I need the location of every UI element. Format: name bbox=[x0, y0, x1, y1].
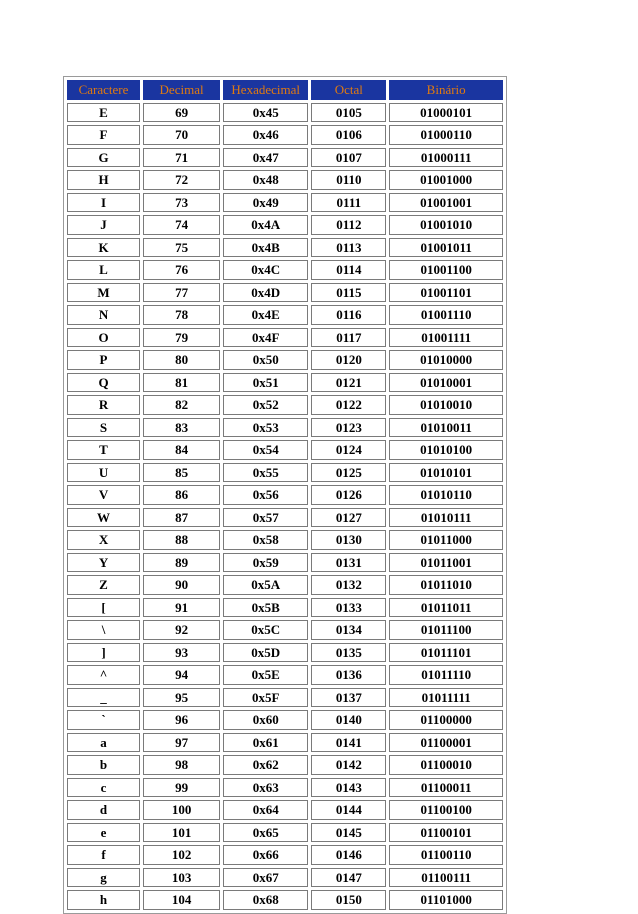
cell-octal: 0132 bbox=[311, 575, 386, 595]
table-row bbox=[67, 778, 503, 798]
cell-caractere: L bbox=[67, 260, 140, 280]
cell-hexadecimal: 0x59 bbox=[223, 553, 308, 573]
cell-caractere: [ bbox=[67, 598, 140, 618]
cell-octal: 0150 bbox=[311, 890, 386, 910]
cell-octal: 0121 bbox=[311, 373, 386, 393]
cell-decimal: 73 bbox=[143, 193, 220, 213]
table-row bbox=[67, 845, 503, 865]
cell-decimal: 87 bbox=[143, 508, 220, 528]
cell-octal: 0125 bbox=[311, 463, 386, 483]
cell-hexadecimal: 0x62 bbox=[223, 755, 308, 775]
cell-decimal: 91 bbox=[143, 598, 220, 618]
cell-hexadecimal: 0x58 bbox=[223, 530, 308, 550]
table-row bbox=[67, 148, 503, 168]
cell-octal: 0114 bbox=[311, 260, 386, 280]
cell-decimal: 93 bbox=[143, 643, 220, 663]
cell-decimal: 96 bbox=[143, 710, 220, 730]
cell-decimal: 71 bbox=[143, 148, 220, 168]
cell-octal: 0107 bbox=[311, 148, 386, 168]
cell-octal: 0122 bbox=[311, 395, 386, 415]
cell-octal: 0145 bbox=[311, 823, 386, 843]
cell-hexadecimal: 0x48 bbox=[223, 170, 308, 190]
cell-hexadecimal: 0x45 bbox=[223, 103, 308, 123]
cell-caractere: ^ bbox=[67, 665, 140, 685]
cell-binario: 01100100 bbox=[389, 800, 503, 820]
table-row bbox=[67, 328, 503, 348]
cell-binario: 01010100 bbox=[389, 440, 503, 460]
cell-hexadecimal: 0x4C bbox=[223, 260, 308, 280]
cell-octal: 0116 bbox=[311, 305, 386, 325]
cell-binario: 01001100 bbox=[389, 260, 503, 280]
cell-binario: 01001011 bbox=[389, 238, 503, 258]
cell-caractere: P bbox=[67, 350, 140, 370]
cell-caractere: E bbox=[67, 103, 140, 123]
table-row bbox=[67, 440, 503, 460]
cell-binario: 01001010 bbox=[389, 215, 503, 235]
table-row bbox=[67, 103, 503, 123]
cell-decimal: 85 bbox=[143, 463, 220, 483]
cell-decimal: 77 bbox=[143, 283, 220, 303]
cell-caractere: U bbox=[67, 463, 140, 483]
cell-octal: 0136 bbox=[311, 665, 386, 685]
cell-binario: 01000101 bbox=[389, 103, 503, 123]
cell-binario: 01011110 bbox=[389, 665, 503, 685]
cell-hexadecimal: 0x47 bbox=[223, 148, 308, 168]
cell-binario: 01001111 bbox=[389, 328, 503, 348]
cell-caractere: d bbox=[67, 800, 140, 820]
cell-octal: 0142 bbox=[311, 755, 386, 775]
header-row bbox=[67, 80, 503, 100]
cell-caractere: O bbox=[67, 328, 140, 348]
cell-decimal: 90 bbox=[143, 575, 220, 595]
cell-caractere: \ bbox=[67, 620, 140, 640]
cell-caractere: X bbox=[67, 530, 140, 550]
cell-octal: 0120 bbox=[311, 350, 386, 370]
table-row bbox=[67, 508, 503, 528]
cell-octal: 0134 bbox=[311, 620, 386, 640]
table-row bbox=[67, 215, 503, 235]
cell-octal: 0133 bbox=[311, 598, 386, 618]
cell-hexadecimal: 0x4D bbox=[223, 283, 308, 303]
cell-octal: 0147 bbox=[311, 868, 386, 888]
cell-decimal: 97 bbox=[143, 733, 220, 753]
cell-octal: 0137 bbox=[311, 688, 386, 708]
cell-octal: 0130 bbox=[311, 530, 386, 550]
table-row bbox=[67, 710, 503, 730]
cell-decimal: 89 bbox=[143, 553, 220, 573]
cell-caractere: _ bbox=[67, 688, 140, 708]
cell-decimal: 75 bbox=[143, 238, 220, 258]
cell-decimal: 72 bbox=[143, 170, 220, 190]
cell-caractere: a bbox=[67, 733, 140, 753]
cell-decimal: 79 bbox=[143, 328, 220, 348]
cell-binario: 01100000 bbox=[389, 710, 503, 730]
cell-octal: 0110 bbox=[311, 170, 386, 190]
cell-decimal: 78 bbox=[143, 305, 220, 325]
cell-octal: 0143 bbox=[311, 778, 386, 798]
cell-caractere: N bbox=[67, 305, 140, 325]
cell-binario: 01011101 bbox=[389, 643, 503, 663]
cell-binario: 01001101 bbox=[389, 283, 503, 303]
cell-octal: 0131 bbox=[311, 553, 386, 573]
cell-binario: 01101000 bbox=[389, 890, 503, 910]
cell-decimal: 102 bbox=[143, 845, 220, 865]
table-row bbox=[67, 395, 503, 415]
cell-caractere: V bbox=[67, 485, 140, 505]
cell-decimal: 69 bbox=[143, 103, 220, 123]
cell-binario: 01011001 bbox=[389, 553, 503, 573]
cell-hexadecimal: 0x52 bbox=[223, 395, 308, 415]
cell-caractere: Z bbox=[67, 575, 140, 595]
cell-hexadecimal: 0x66 bbox=[223, 845, 308, 865]
table-row bbox=[67, 305, 503, 325]
table-row bbox=[67, 620, 503, 640]
cell-decimal: 101 bbox=[143, 823, 220, 843]
cell-binario: 01001001 bbox=[389, 193, 503, 213]
table-row bbox=[67, 755, 503, 775]
table-row bbox=[67, 890, 503, 910]
cell-binario: 01011010 bbox=[389, 575, 503, 595]
cell-octal: 0117 bbox=[311, 328, 386, 348]
cell-hexadecimal: 0x55 bbox=[223, 463, 308, 483]
cell-binario: 01100010 bbox=[389, 755, 503, 775]
cell-hexadecimal: 0x4B bbox=[223, 238, 308, 258]
cell-caractere: F bbox=[67, 125, 140, 145]
cell-decimal: 84 bbox=[143, 440, 220, 460]
cell-caractere: W bbox=[67, 508, 140, 528]
cell-caractere: S bbox=[67, 418, 140, 438]
cell-decimal: 98 bbox=[143, 755, 220, 775]
cell-caractere: e bbox=[67, 823, 140, 843]
cell-octal: 0144 bbox=[311, 800, 386, 820]
cell-hexadecimal: 0x51 bbox=[223, 373, 308, 393]
cell-hexadecimal: 0x67 bbox=[223, 868, 308, 888]
cell-decimal: 95 bbox=[143, 688, 220, 708]
table-row bbox=[67, 373, 503, 393]
cell-octal: 0112 bbox=[311, 215, 386, 235]
cell-binario: 01100011 bbox=[389, 778, 503, 798]
table-row bbox=[67, 823, 503, 843]
table-row bbox=[67, 643, 503, 663]
cell-caractere: c bbox=[67, 778, 140, 798]
cell-decimal: 100 bbox=[143, 800, 220, 820]
header-binario: Binário bbox=[389, 80, 503, 100]
cell-decimal: 80 bbox=[143, 350, 220, 370]
cell-hexadecimal: 0x5C bbox=[223, 620, 308, 640]
cell-hexadecimal: 0x5D bbox=[223, 643, 308, 663]
cell-binario: 01011000 bbox=[389, 530, 503, 550]
table-row bbox=[67, 125, 503, 145]
cell-hexadecimal: 0x68 bbox=[223, 890, 308, 910]
table-row bbox=[67, 463, 503, 483]
cell-hexadecimal: 0x5B bbox=[223, 598, 308, 618]
cell-caractere: J bbox=[67, 215, 140, 235]
ascii-table bbox=[63, 76, 507, 914]
table-row bbox=[67, 553, 503, 573]
cell-caractere: ] bbox=[67, 643, 140, 663]
cell-hexadecimal: 0x53 bbox=[223, 418, 308, 438]
cell-caractere: h bbox=[67, 890, 140, 910]
table-row bbox=[67, 665, 503, 685]
cell-decimal: 99 bbox=[143, 778, 220, 798]
cell-octal: 0135 bbox=[311, 643, 386, 663]
table-row bbox=[67, 530, 503, 550]
table-header bbox=[67, 80, 503, 100]
cell-caractere: g bbox=[67, 868, 140, 888]
table-row bbox=[67, 350, 503, 370]
cell-caractere: G bbox=[67, 148, 140, 168]
cell-binario: 01001000 bbox=[389, 170, 503, 190]
table-row bbox=[67, 575, 503, 595]
cell-hexadecimal: 0x63 bbox=[223, 778, 308, 798]
cell-binario: 01100001 bbox=[389, 733, 503, 753]
cell-hexadecimal: 0x57 bbox=[223, 508, 308, 528]
cell-octal: 0123 bbox=[311, 418, 386, 438]
header-octal: Octal bbox=[311, 80, 386, 100]
cell-octal: 0126 bbox=[311, 485, 386, 505]
cell-decimal: 83 bbox=[143, 418, 220, 438]
cell-decimal: 103 bbox=[143, 868, 220, 888]
cell-octal: 0115 bbox=[311, 283, 386, 303]
cell-binario: 01010001 bbox=[389, 373, 503, 393]
table-row bbox=[67, 868, 503, 888]
cell-binario: 01100111 bbox=[389, 868, 503, 888]
table-row bbox=[67, 193, 503, 213]
header-decimal: Decimal bbox=[143, 80, 220, 100]
table-row bbox=[67, 733, 503, 753]
cell-hexadecimal: 0x54 bbox=[223, 440, 308, 460]
cell-caractere: b bbox=[67, 755, 140, 775]
table-row bbox=[67, 238, 503, 258]
cell-binario: 01010101 bbox=[389, 463, 503, 483]
cell-caractere: Y bbox=[67, 553, 140, 573]
cell-binario: 01100110 bbox=[389, 845, 503, 865]
cell-binario: 01000110 bbox=[389, 125, 503, 145]
cell-octal: 0111 bbox=[311, 193, 386, 213]
cell-octal: 0105 bbox=[311, 103, 386, 123]
table-row bbox=[67, 598, 503, 618]
cell-decimal: 70 bbox=[143, 125, 220, 145]
cell-hexadecimal: 0x4E bbox=[223, 305, 308, 325]
table-row bbox=[67, 260, 503, 280]
cell-binario: 01001110 bbox=[389, 305, 503, 325]
cell-caractere: Q bbox=[67, 373, 140, 393]
table-row bbox=[67, 800, 503, 820]
cell-hexadecimal: 0x49 bbox=[223, 193, 308, 213]
cell-binario: 01011100 bbox=[389, 620, 503, 640]
cell-octal: 0141 bbox=[311, 733, 386, 753]
cell-octal: 0146 bbox=[311, 845, 386, 865]
cell-binario: 01000111 bbox=[389, 148, 503, 168]
cell-decimal: 104 bbox=[143, 890, 220, 910]
cell-hexadecimal: 0x64 bbox=[223, 800, 308, 820]
table-row bbox=[67, 485, 503, 505]
cell-binario: 01010000 bbox=[389, 350, 503, 370]
cell-binario: 01100101 bbox=[389, 823, 503, 843]
cell-caractere: T bbox=[67, 440, 140, 460]
cell-octal: 0106 bbox=[311, 125, 386, 145]
cell-octal: 0113 bbox=[311, 238, 386, 258]
cell-caractere: K bbox=[67, 238, 140, 258]
cell-hexadecimal: 0x46 bbox=[223, 125, 308, 145]
cell-caractere: R bbox=[67, 395, 140, 415]
table-row bbox=[67, 688, 503, 708]
header-hexadecimal: Hexadecimal bbox=[223, 80, 308, 100]
cell-decimal: 76 bbox=[143, 260, 220, 280]
cell-hexadecimal: 0x4F bbox=[223, 328, 308, 348]
cell-hexadecimal: 0x50 bbox=[223, 350, 308, 370]
cell-hexadecimal: 0x60 bbox=[223, 710, 308, 730]
header-caractere: Caractere bbox=[67, 80, 140, 100]
cell-caractere: M bbox=[67, 283, 140, 303]
cell-decimal: 86 bbox=[143, 485, 220, 505]
cell-decimal: 74 bbox=[143, 215, 220, 235]
table-body bbox=[67, 103, 503, 910]
cell-decimal: 94 bbox=[143, 665, 220, 685]
cell-hexadecimal: 0x65 bbox=[223, 823, 308, 843]
cell-binario: 01010111 bbox=[389, 508, 503, 528]
cell-caractere: H bbox=[67, 170, 140, 190]
cell-decimal: 81 bbox=[143, 373, 220, 393]
table-row bbox=[67, 418, 503, 438]
cell-binario: 01011011 bbox=[389, 598, 503, 618]
cell-hexadecimal: 0x5A bbox=[223, 575, 308, 595]
cell-hexadecimal: 0x61 bbox=[223, 733, 308, 753]
cell-caractere: f bbox=[67, 845, 140, 865]
cell-caractere: ` bbox=[67, 710, 140, 730]
cell-octal: 0127 bbox=[311, 508, 386, 528]
cell-caractere: I bbox=[67, 193, 140, 213]
cell-binario: 01010010 bbox=[389, 395, 503, 415]
cell-decimal: 92 bbox=[143, 620, 220, 640]
cell-decimal: 88 bbox=[143, 530, 220, 550]
table-row bbox=[67, 170, 503, 190]
cell-binario: 01010011 bbox=[389, 418, 503, 438]
cell-binario: 01011111 bbox=[389, 688, 503, 708]
table-row bbox=[67, 283, 503, 303]
cell-hexadecimal: 0x4A bbox=[223, 215, 308, 235]
cell-binario: 01010110 bbox=[389, 485, 503, 505]
cell-hexadecimal: 0x5E bbox=[223, 665, 308, 685]
cell-hexadecimal: 0x5F bbox=[223, 688, 308, 708]
cell-octal: 0140 bbox=[311, 710, 386, 730]
cell-decimal: 82 bbox=[143, 395, 220, 415]
cell-octal: 0124 bbox=[311, 440, 386, 460]
cell-hexadecimal: 0x56 bbox=[223, 485, 308, 505]
